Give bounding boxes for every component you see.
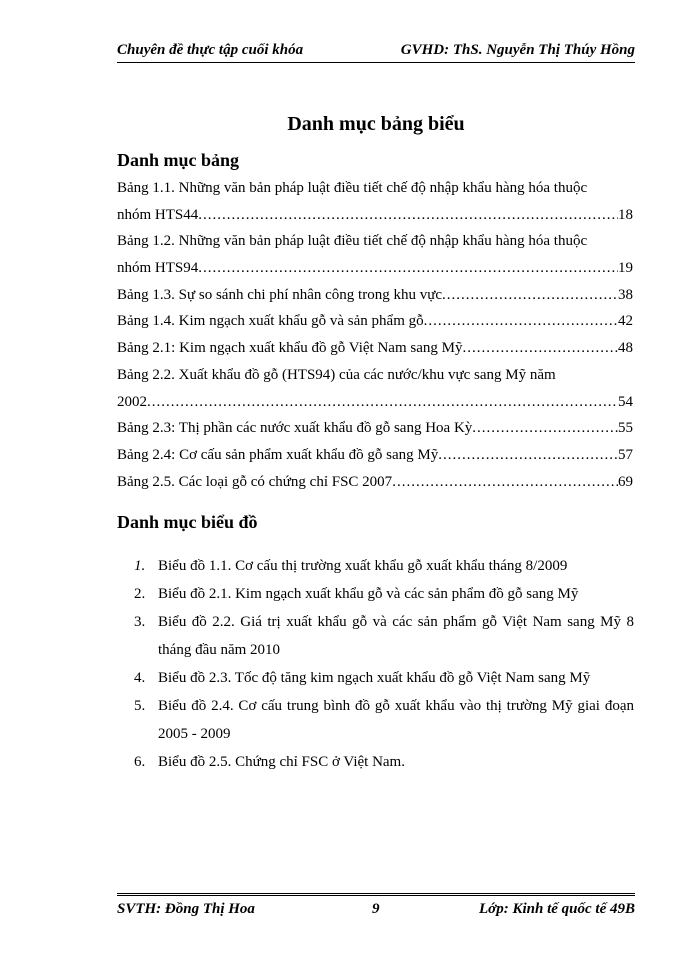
chart-entry-4[interactable]: 4. Biểu đồ 2.3. Tốc độ tăng kim ngạch xuất khẩu đồ gỗ Việt Nam sang Mỹ — [134, 664, 634, 692]
page-header — [117, 40, 635, 63]
tables-list — [117, 175, 633, 495]
list-number: 5. — [134, 698, 146, 714]
page-title: Danh mục bảng biểu — [287, 113, 465, 135]
page-number: 19 — [618, 260, 633, 277]
table-entry-9[interactable]: Bảng 2.5. Các loại gỗ có chứng chỉ FSC 2007 ..... 69 — [117, 469, 633, 496]
table-entry-6[interactable]: 2002 ..... 54 — [117, 389, 633, 416]
table-entry-3[interactable]: Bảng 1.3. Sự so sánh chi phí nhân công trong khu vực ..... 38 — [117, 282, 633, 309]
list-number: 3. — [134, 614, 146, 630]
chart-entry-5[interactable]: 5. Biểu đồ 2.4. Cơ cấu trung bình đồ gỗ xuất khẩu vào thị trường Mỹ giai đoạn 2005 - 2009 — [134, 692, 634, 748]
list-number: 4. — [134, 670, 146, 686]
page-number: 18 — [618, 206, 633, 223]
list-number: 6. — [134, 754, 146, 770]
page-number: 54 — [618, 393, 633, 410]
footer-author: SVTH: Đồng Thị Hoa — [117, 901, 255, 917]
page-number: 69 — [618, 473, 633, 490]
table-entry-7[interactable]: Bảng 2.3: Thị phần các nước xuất khẩu đồ gỗ sang Hoa Kỳ ..... 55 — [117, 415, 633, 442]
charts-list — [134, 552, 634, 776]
chart-entry-3[interactable]: 3. Biểu đồ 2.2. Giá trị xuất khẩu gỗ và các sản phẩm gỗ Việt Nam sang Mỹ 8 tháng đầu năm 2010 — [134, 608, 634, 664]
chart-entry-2[interactable]: 2. Biểu đồ 2.1. Kim ngạch xuất khẩu gỗ và các sản phẩm đồ gỗ sang Mỹ — [134, 580, 634, 608]
header-right: GVHD: ThS. Nguyễn Thị Thúy Hồng — [400, 42, 635, 58]
page-number: 38 — [618, 286, 633, 303]
table-entry-2[interactable]: nhóm HTS94 ..... 19 — [117, 255, 633, 282]
header-left: Chuyên đề thực tập cuối khóa — [117, 42, 304, 58]
chart-entry-6[interactable]: 6. Biểu đồ 2.5. Chứng chỉ FSC ở Việt Nam. — [134, 748, 634, 776]
tables-heading: Danh mục bảng — [117, 150, 240, 170]
page-number: 55 — [618, 420, 633, 437]
footer-page-number: 9 — [372, 901, 380, 917]
page-footer — [117, 893, 635, 920]
table-entry-5[interactable]: Bảng 2.1: Kim ngạch xuất khẩu đồ gỗ Việt Nam sang Mỹ ..... 48 — [117, 335, 633, 362]
chart-entry-1[interactable]: 1. Biểu đồ 1.1. Cơ cấu thị trường xuất khẩu gỗ xuất khẩu tháng 8/2009 — [134, 552, 634, 580]
table-entry-8[interactable]: Bảng 2.4: Cơ cấu sản phẩm xuất khẩu đồ gỗ sang Mỹ ..... 57 — [117, 442, 633, 469]
table-entry-1[interactable]: nhóm HTS44 ..... 18 — [117, 202, 633, 229]
table-entry-4[interactable]: Bảng 1.4. Kim ngạch xuất khẩu gỗ và sản phẩm gỗ ..... 42 — [117, 308, 633, 335]
page-number: 48 — [618, 340, 633, 357]
table-entry-6-line1: Bảng 2.2. Xuất khẩu đồ gỗ (HTS94) của các nước/khu vực sang Mỹ năm — [117, 366, 556, 383]
charts-heading: Danh mục biểu đồ — [117, 512, 258, 532]
table-entry-1-line1: Bảng 1.1. Những văn bản pháp luật điều tiết chế độ nhập khẩu hàng hóa thuộc — [117, 180, 588, 196]
table-entry-2-line1: Bảng 1.2. Những văn bản pháp luật điều tiết chế độ nhập khẩu hàng hóa thuộc — [117, 233, 588, 250]
page-number: 57 — [618, 446, 633, 463]
footer-class: Lớp: Kinh tế quốc tế 49B — [479, 901, 635, 917]
page-number: 42 — [618, 313, 633, 330]
list-number: 1. — [134, 558, 146, 574]
list-number: 2. — [134, 586, 146, 602]
